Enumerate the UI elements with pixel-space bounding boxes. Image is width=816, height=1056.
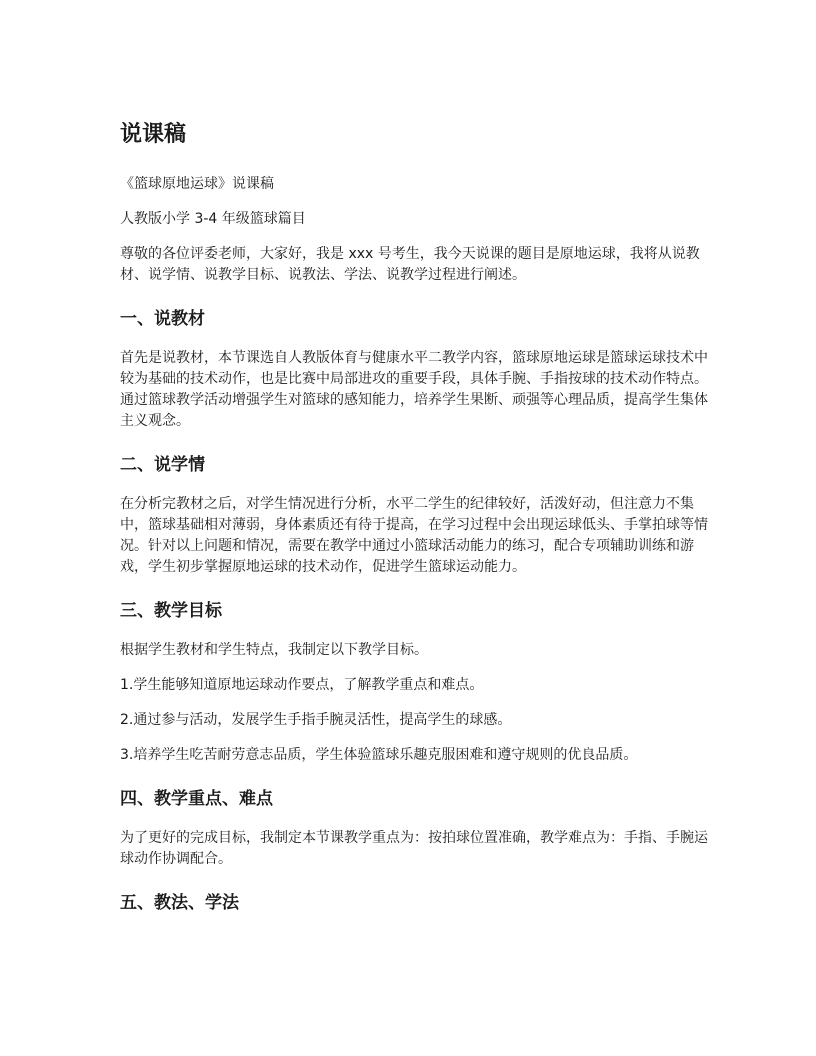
section-heading-textbook: 一、说教材 (120, 309, 205, 329)
intro-paragraph: 尊敬的各位评委老师，大家好，我是 xxx 号考生，我今天说课的题目是原地运球，我将从说教材、说学情、说教学目标、说教法、学法、说教学过程进行阐述。 (120, 246, 700, 283)
document-page (120, 118, 710, 932)
objective-item-1: 1.学生能够知道原地运球动作要点，了解教学重点和难点。 (120, 677, 484, 693)
document-edition: 人教版小学 3-4 年级篮球篇目 (120, 211, 306, 227)
section-heading-key-points: 四、教学重点、难点 (120, 789, 273, 809)
section-paragraph-learners: 在分析完教材之后，对学生情况进行分析，水平二学生的纪律较好，活泼好动，但注意力不集中，篮球基础相对薄弱，身体素质还有待于提高，在学习过程中会出现运球低头、手掌拍球等情况。针对以上问题和情况，需要在教学中通过小篮球活动能力的练习，配合专项辅助训练和游戏，学生初步掌握原地运球的技术动作，促进学生篮球运动能力。 (120, 496, 708, 575)
section-paragraph-textbook: 首先是说教材，本节课选自人教版体育与健康水平二教学内容，篮球原地运球是篮球运球技术中较为基础的技术动作，也是比赛中局部进攻的重要手段，具体手腕、手指按球的技术动作特点。通过篮球教学活动增强学生对篮球的感知能力，培养学生果断、顽强等心理品质，提高学生集体主义观念。 (120, 350, 708, 429)
objective-item-2: 2.通过参与活动，发展学生手指手腕灵活性，提高学生的球感。 (120, 712, 512, 728)
document-subtitle: 《篮球原地运球》说课稿 (120, 176, 274, 192)
section-paragraph-key-points: 为了更好的完成目标，我制定本节课教学重点为：按拍球位置准确，教学难点为：手指、手腕运球动作协调配合。 (120, 830, 708, 867)
objectives-intro: 根据学生教材和学生特点，我制定以下教学目标。 (120, 642, 428, 658)
document-title: 说课稿 (120, 122, 187, 147)
objective-item-3: 3.培养学生吃苦耐劳意志品质，学生体验篮球乐趣克服困难和遵守规则的优良品质。 (120, 747, 638, 763)
section-heading-objectives: 三、教学目标 (120, 601, 222, 621)
section-heading-learners: 二、说学情 (120, 455, 205, 475)
section-heading-methods: 五、教法、学法 (120, 893, 239, 913)
